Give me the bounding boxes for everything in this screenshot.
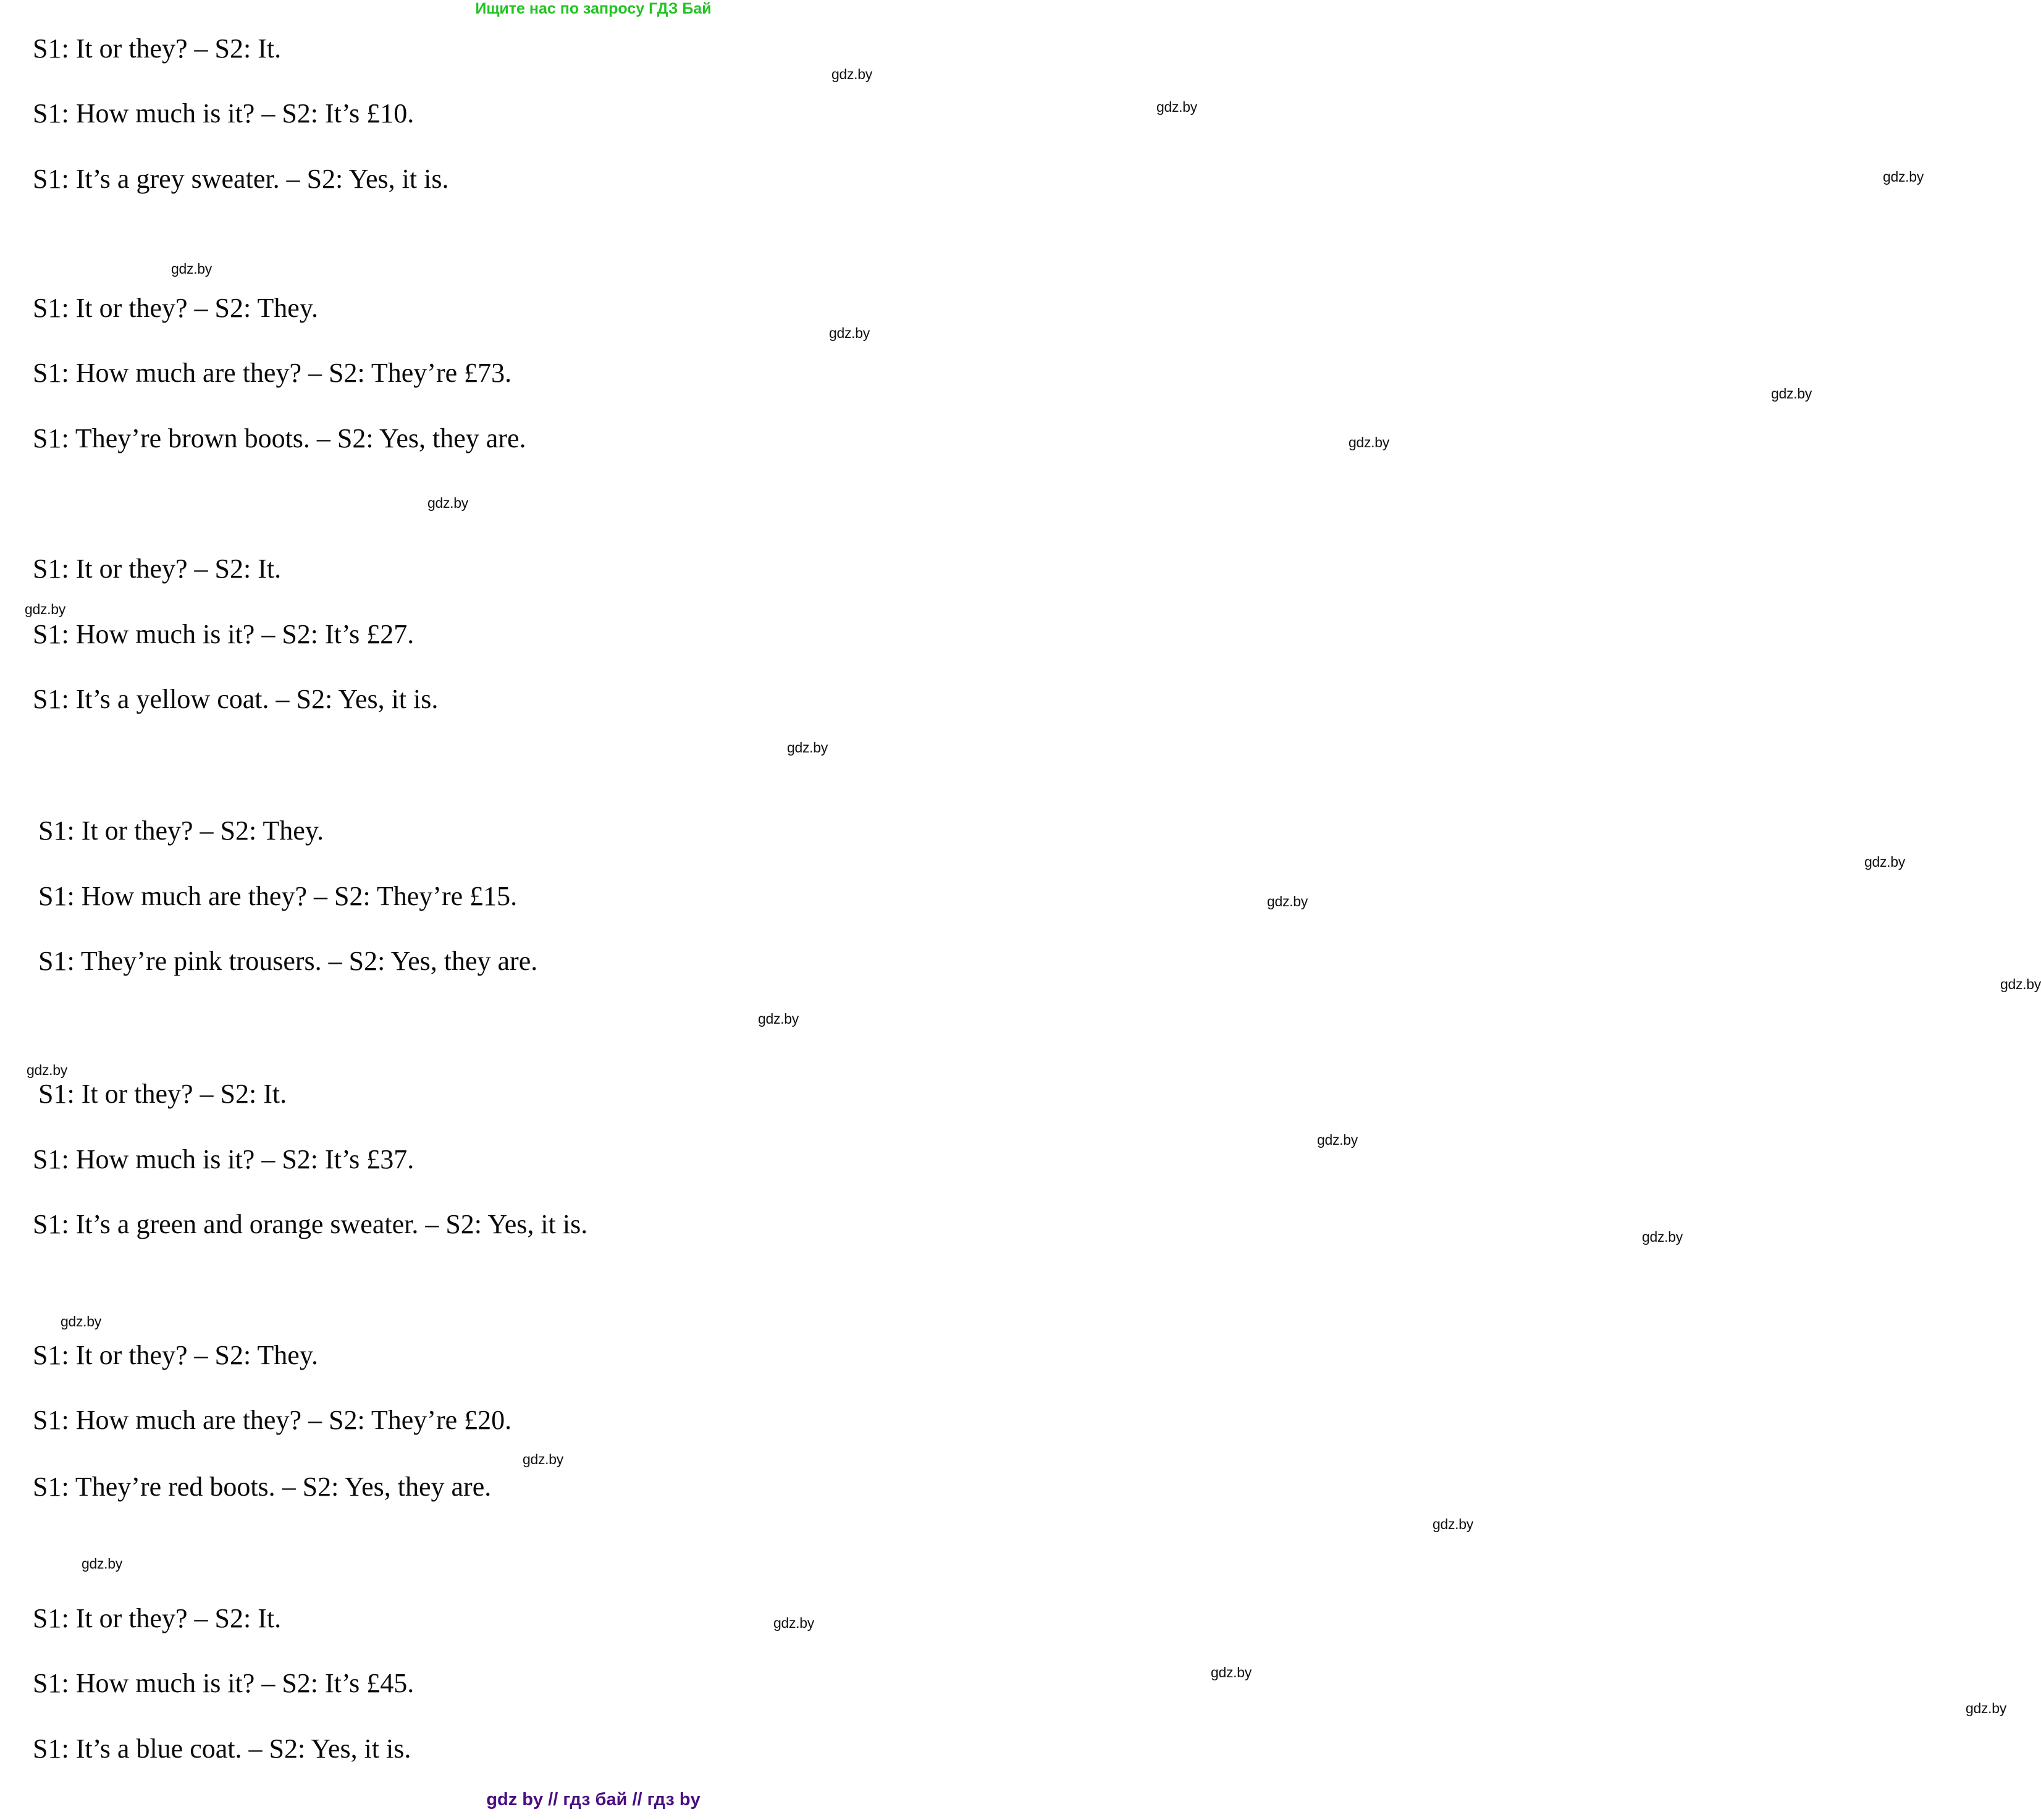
site-watermark: gdz.by: [1864, 854, 1905, 870]
site-watermark: gdz.by: [1771, 385, 1812, 402]
dialogue-line: S1: How much are they? – S2: They’re £15.: [38, 881, 518, 911]
site-watermark: gdz.by: [171, 261, 212, 277]
site-watermark: gdz.by: [82, 1556, 122, 1572]
site-watermark: gdz.by: [787, 739, 828, 756]
site-watermark: gdz.by: [1349, 434, 1389, 450]
dialogue-line: S1: How much are they? – S2: They’re £20.: [33, 1405, 512, 1435]
site-watermark: gdz.by: [773, 1615, 814, 1631]
dialogue-line: S1: How much is it? – S2: It’s £10.: [33, 98, 415, 128]
site-watermark: gdz.by: [758, 1011, 799, 1027]
site-watermark: gdz.by: [2000, 976, 2041, 992]
dialogue-line: S1: They’re pink trousers. – S2: Yes, they are.: [38, 946, 538, 976]
site-watermark: gdz.by: [1317, 1132, 1358, 1148]
site-watermark: gdz.by: [25, 601, 65, 617]
dialogue-line: S1: How much is it? – S2: It’s £27.: [33, 619, 415, 649]
site-watermark: gdz.by: [523, 1451, 563, 1467]
dialogue-line: S1: How much is it? – S2: It’s £37.: [33, 1144, 415, 1174]
dialogue-line: S1: It or they? – S2: It.: [33, 33, 282, 64]
dialogue-line: S1: It’s a yellow coat. – S2: Yes, it is.: [33, 684, 439, 714]
dialogue-line: S1: It’s a blue coat. – S2: Yes, it is.: [33, 1734, 411, 1764]
dialogue-line: S1: It or they? – S2: They.: [33, 1340, 318, 1370]
site-watermark: gdz.by: [27, 1062, 67, 1078]
dialogue-line: S1: They’re red boots. – S2: Yes, they are.: [33, 1472, 492, 1502]
dialogue-line: S1: How much are they? – S2: They’re £73.: [33, 358, 512, 388]
site-watermark: gdz.by: [427, 495, 468, 511]
site-watermark: gdz.by: [1883, 169, 1924, 185]
dialogue-line: S1: It or they? – S2: It.: [38, 1079, 287, 1109]
site-watermark: gdz.by: [1433, 1516, 1473, 1532]
site-watermark: gdz.by: [1966, 1700, 2006, 1716]
dialogue-line: S1: It’s a grey sweater. – S2: Yes, it is.: [33, 164, 449, 194]
promo-banner: Ищите нас по запросу ГДЗ Бай: [475, 0, 712, 17]
dialogue-line: S1: It or they? – S2: They.: [33, 293, 318, 323]
site-watermark: gdz.by: [1267, 893, 1308, 909]
site-watermark: gdz.by: [1211, 1664, 1252, 1680]
dialogue-line: S1: It or they? – S2: It.: [33, 1603, 282, 1633]
site-footer: gdz by // гдз бай // гдз by: [486, 1790, 701, 1809]
site-watermark: gdz.by: [1156, 99, 1197, 115]
dialogue-line: S1: They’re brown boots. – S2: Yes, they are.: [33, 423, 526, 453]
site-watermark: gdz.by: [1642, 1229, 1683, 1245]
dialogue-line: S1: How much is it? – S2: It’s £45.: [33, 1668, 415, 1698]
dialogue-line: S1: It’s a green and orange sweater. – S2: Yes, it is.: [33, 1209, 588, 1239]
dialogue-line: S1: It or they? – S2: They.: [38, 815, 324, 846]
dialogue-line: S1: It or they? – S2: It.: [33, 554, 282, 584]
site-watermark: gdz.by: [829, 325, 870, 341]
site-watermark: gdz.by: [61, 1313, 101, 1329]
site-watermark: gdz.by: [831, 66, 872, 82]
